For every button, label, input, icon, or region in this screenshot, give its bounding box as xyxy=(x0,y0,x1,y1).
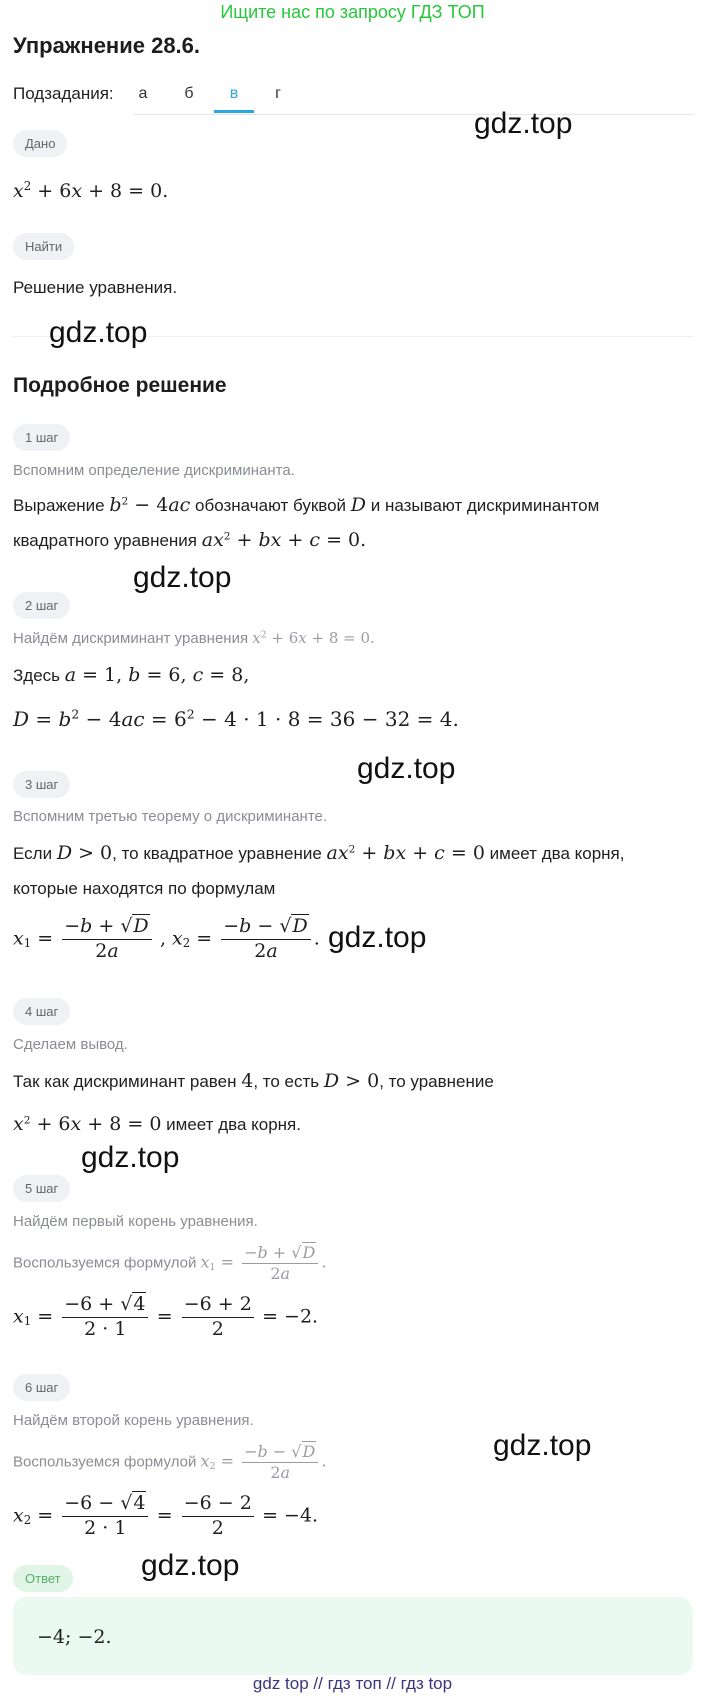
step-6-formula: Воспользуемся формулой $x_2$ = $\frac{-b - √D}{2a}$ . xyxy=(13,1442,327,1482)
step-3-line-2: которые находятся по формулам xyxy=(13,879,276,898)
step-4-hint: Сделаем вывод. xyxy=(13,1036,128,1053)
solution-title: Подробное решение xyxy=(13,374,227,397)
answer-box xyxy=(13,1597,693,1675)
step-2-coeffs: Здесь a = 1, b = 6, c = 8, xyxy=(13,664,250,686)
watermark: gdz.top xyxy=(357,752,456,785)
step-6-label: 6 шаг xyxy=(13,1374,70,1401)
step-1-line-2: квадратного уравнения $ax^2$ + bx + c = 0. xyxy=(13,529,367,551)
step-5-calculation: $x_1$ = $\frac{-6 + √4}{2 \cdot 1}$ = $\frac{-6 + 2}{2}$ = −2. xyxy=(13,1293,319,1340)
step-3-hint: Вспомним третью теорему о дискриминанте. xyxy=(13,808,328,825)
step-2-label: 2 шаг xyxy=(13,592,70,619)
step-5-formula: Воспользуемся формулой $x_1$ = $\frac{-b + √D}{2a}$ . xyxy=(13,1243,327,1283)
find-label: Найти xyxy=(13,233,74,260)
step-5-label: 5 шаг xyxy=(13,1175,70,1202)
watermark: gdz.top xyxy=(141,1549,240,1582)
step-1-label: 1 шаг xyxy=(13,424,70,451)
footer-links[interactable]: gdz top // гдз топ // гдз top xyxy=(252,1674,453,1693)
step-1-hint: Вспомним определение дискриминанта. xyxy=(13,462,295,479)
page-title: Упражнение 28.6. xyxy=(13,33,201,58)
step-2-discriminant: $D = b^2 - 4ac = 6^2 - 4 \cdot 1 \cdot 8 = 36 - 32 = 4$. xyxy=(13,706,459,731)
given-equation: $x^2 + 6x + 8 = 0$. xyxy=(13,178,169,202)
tab-a[interactable]: а xyxy=(138,85,148,102)
watermark: gdz.top xyxy=(474,107,573,140)
watermark: gdz.top xyxy=(328,921,427,954)
step-4-label: 4 шаг xyxy=(13,998,70,1025)
tab-v[interactable]: в xyxy=(214,78,254,113)
step-3-label: 3 шаг xyxy=(13,771,70,798)
watermark: gdz.top xyxy=(133,561,232,594)
tab-g[interactable]: г xyxy=(275,85,281,102)
step-5-hint: Найдём первый корень уравнения. xyxy=(13,1213,258,1230)
step-6-hint: Найдём второй корень уравнения. xyxy=(13,1412,254,1429)
watermark: gdz.top xyxy=(493,1429,592,1462)
answer-label: Ответ xyxy=(13,1565,73,1592)
step-4-line-1: Так как дискриминант равен 4, то есть D > 0, то уравнение xyxy=(13,1070,494,1092)
step-6-calculation: $x_2$ = $\frac{-6 - √4}{2 \cdot 1}$ = $\frac{-6 - 2}{2}$ = −4. xyxy=(13,1492,319,1539)
step-3-formulas: $x_1$ = $\frac{-b + √D}{2a}$ , $x_2$ = $\frac{-b - √D}{2a}$ . xyxy=(13,915,320,962)
step-1-line-1: Выражение $b^2 - 4ac$ обозначают буквой D и называют дискриминантом xyxy=(13,494,600,516)
search-banner[interactable]: Ищите нас по запросу ГДЗ ТОП xyxy=(220,2,485,22)
subtask-tabs xyxy=(134,78,694,115)
given-label: Дано xyxy=(13,130,67,157)
step-3-line-1: Если D > 0, то квадратное уравнение $ax^2$ + bx + c = 0 имеет два корня, xyxy=(13,842,625,864)
subtasks-label: Подзадания: xyxy=(13,84,114,103)
answer-value: −4; −2. xyxy=(37,1626,112,1648)
step-2-hint: Найдём дискриминант уравнения $x^2 + 6x + 8 = 0$. xyxy=(13,629,375,647)
step-4-line-2: $x^2 + 6x + 8 = 0$ имеет два корня. xyxy=(13,1113,301,1135)
find-text: Решение уравнения. xyxy=(13,278,178,297)
tab-b[interactable]: б xyxy=(184,85,194,102)
watermark: gdz.top xyxy=(49,316,148,349)
watermark: gdz.top xyxy=(81,1141,180,1174)
